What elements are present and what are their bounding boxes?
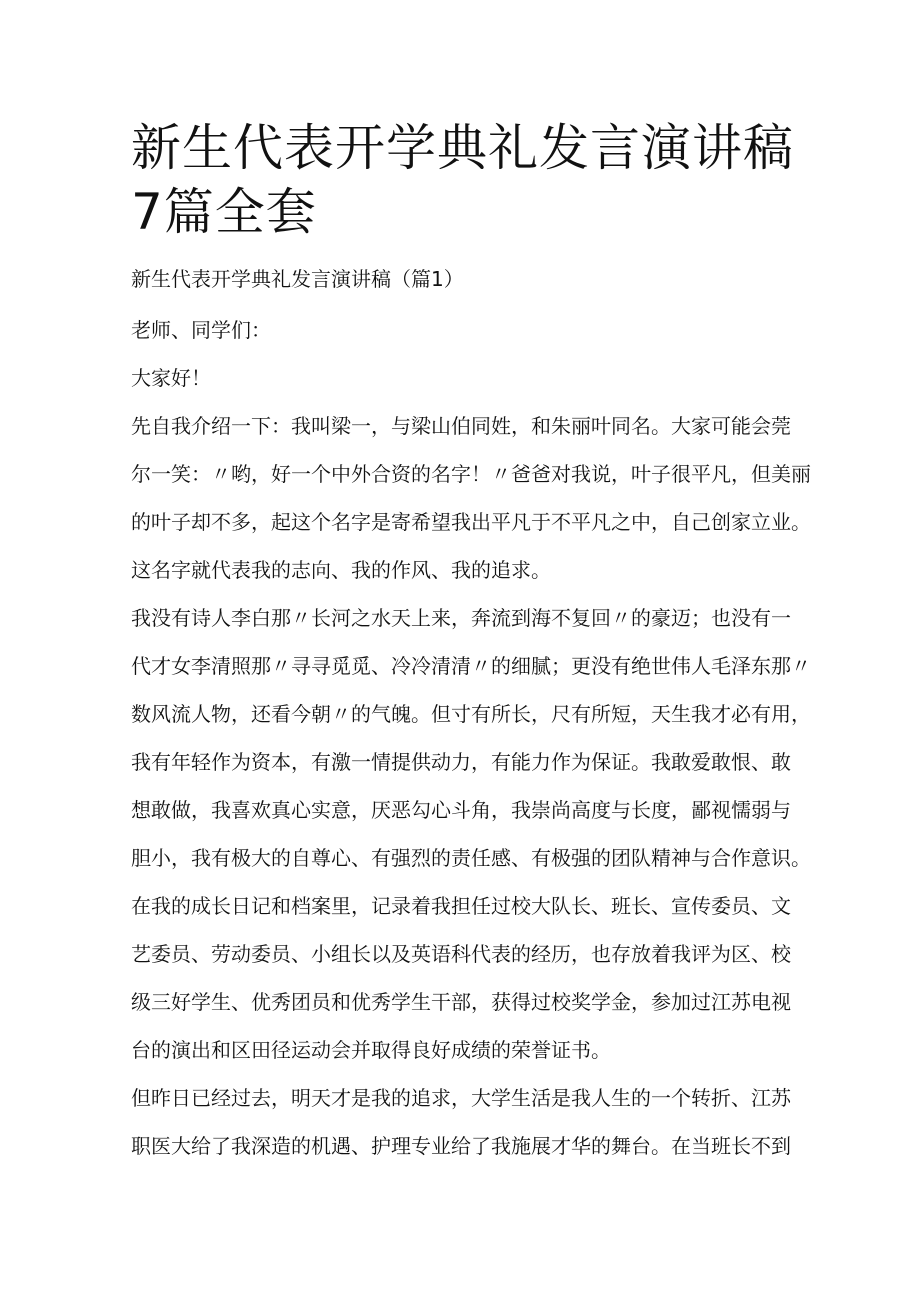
paragraph-line: 艺委员、劳动委员、小组长以及英语科代表的经历，也存放着我评为区、校	[131, 942, 791, 966]
paragraph-line: 的叶子却不多，起这个名字是寄希望我出平凡于不平凡之中，自己创家立业。	[131, 510, 811, 534]
greeting-line: 老师、同学们：	[131, 318, 271, 342]
greeting-line: 大家好！	[131, 366, 211, 390]
paragraph-line: 数风流人物，还看今朝〃的气魄。但寸有所长，尺有所短，天生我才必有用，	[131, 702, 811, 726]
paragraph-line: 在我的成长日记和档案里，记录着我担任过校大队长、班长、宣传委员、文	[131, 894, 791, 918]
paragraph-line: 我没有诗人李白那〃长河之水天上来，奔流到海不复回〃的豪迈；也没有一	[131, 606, 791, 630]
paragraph-line: 我有年轻作为资本，有激一情提供动力，有能力作为保证。我敢爱敢恨、敢	[131, 750, 791, 774]
paragraph-line: 台的演出和区田径运动会并取得良好成绩的荣誉证书。	[131, 1038, 611, 1062]
paragraph-line: 先自我介绍一下：我叫梁一，与梁山伯同姓，和朱丽叶同名。大家可能会莞	[131, 414, 791, 438]
paragraph-line: 级三好学生、优秀团员和优秀学生干部，获得过校奖学金，参加过江苏电视	[131, 990, 791, 1014]
paragraph-line: 但昨日已经过去，明天才是我的追求，大学生活是我人生的一个转折、江苏	[131, 1086, 791, 1110]
paragraph-line: 这名字就代表我的志向、我的作风、我的追求。	[131, 558, 551, 582]
paragraph-line: 职医大给了我深造的机遇、护理专业给了我施展才华的舞台。在当班长不到	[131, 1134, 791, 1158]
paragraph-line: 胆小，我有极大的自尊心、有强烈的责任感、有极强的团队精神与合作意识。	[131, 846, 811, 870]
paragraph-line: 尔一笑：〃哟，好一个中外合资的名字！〃爸爸对我说，叶子很平凡，但美丽	[131, 462, 811, 486]
document-title: 新生代表开学典礼发言演讲稿7篇全套	[131, 119, 794, 241]
paragraph-line: 想敢做，我喜欢真心实意，厌恶勾心斗角，我崇尚高度与长度，鄙视懦弱与	[131, 798, 791, 822]
paragraph-line: 代才女李清照那〃寻寻觅觅、冷冷清清〃的细腻；更没有绝世伟人毛泽东那〃	[131, 654, 811, 678]
section-heading: 新生代表开学典礼发言演讲稿（篇1）	[131, 267, 464, 291]
